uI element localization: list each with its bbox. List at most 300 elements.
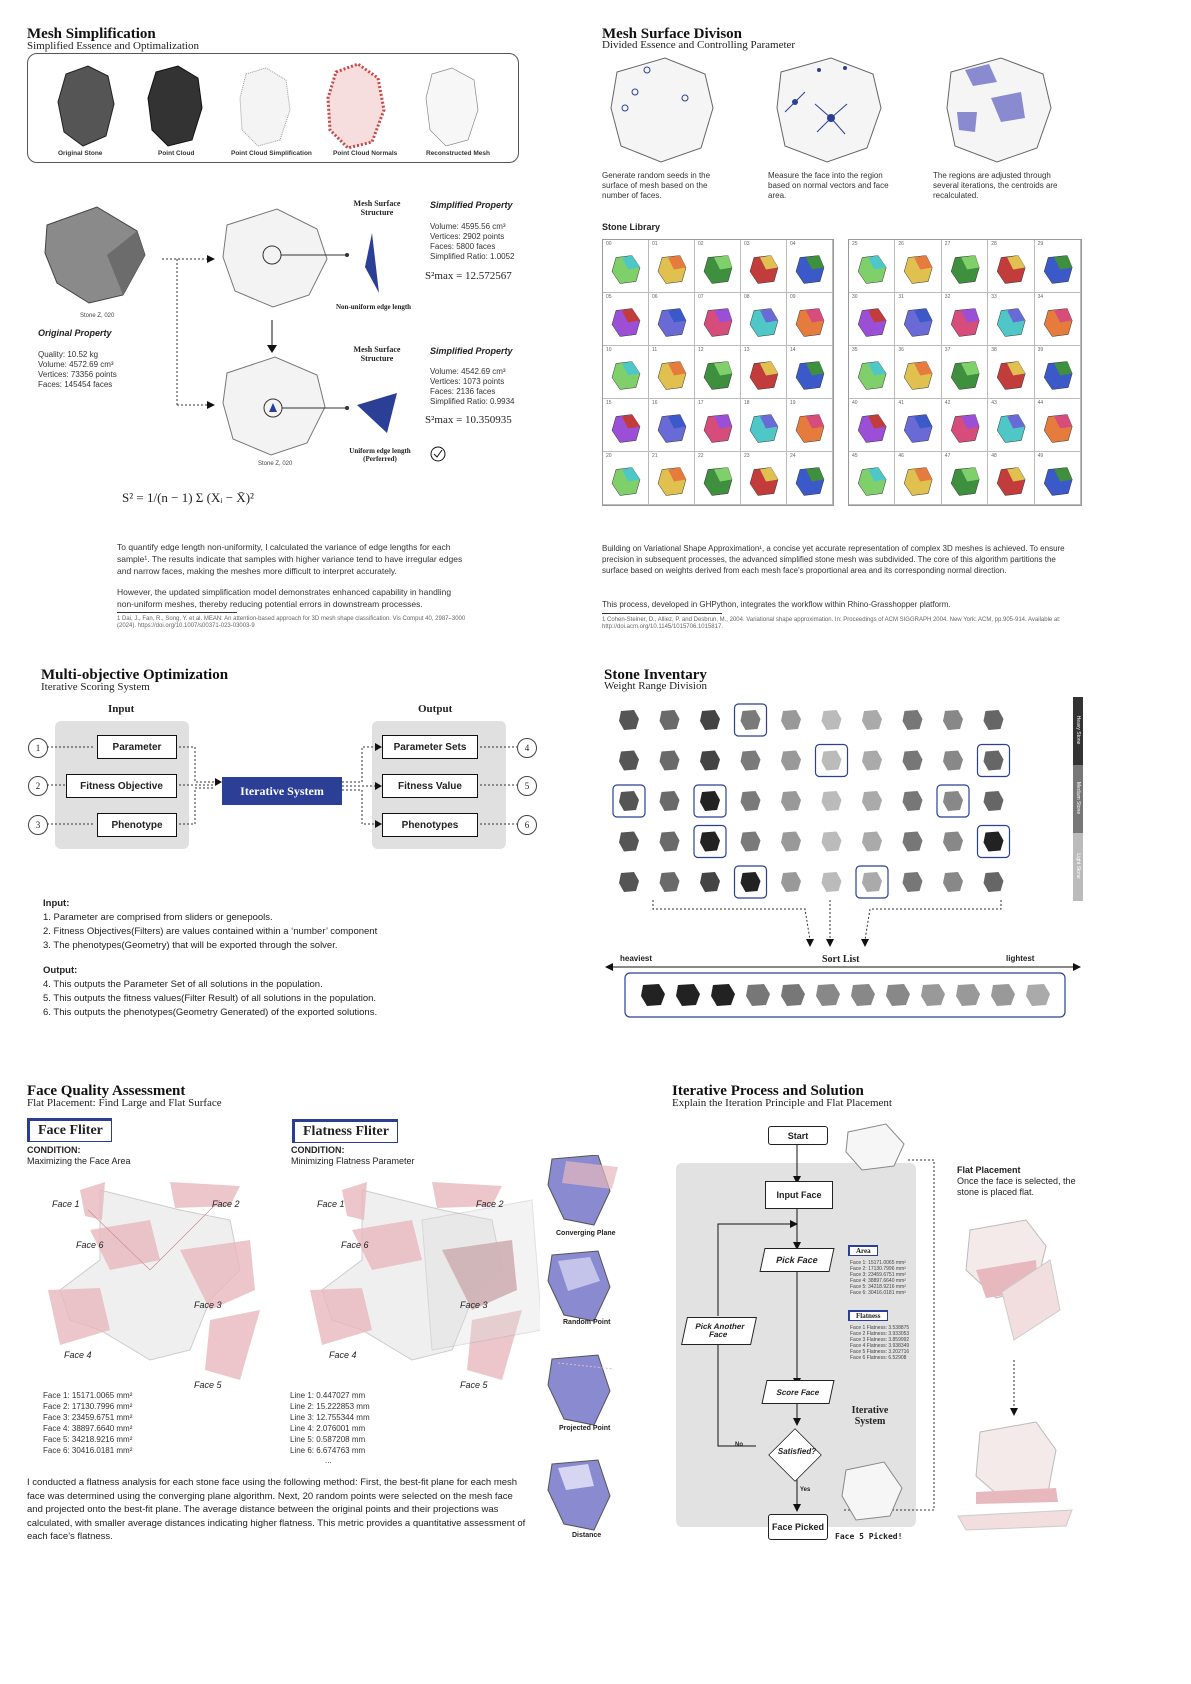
stone-id-label: 11 [652,347,658,353]
prop1-ratio: Simplified Ratio: 1.0052 [430,252,515,261]
simplified-heading-1: Simplified Property [430,200,513,210]
inventory-stone [943,791,963,811]
area-tag: Area [848,1245,878,1256]
flat-line-1: Face 1 Flatness: 3.538875 [850,1325,910,1331]
stone-library-cell [649,293,695,346]
sorted-stone [991,984,1015,1006]
stone-id-label: 30 [852,294,858,300]
simplification-paragraph-1: To quantify edge length non-uniformity, I calculated the variance of edge lengths for each sample¹. The results indicate that samples with higher variance tend to have irregular edges and narrow faces, making the meshes more difficult to interpret accurately. [117,542,463,576]
stone-library-cell [1035,399,1081,452]
stone-id-label: 29 [1037,241,1044,247]
stone-inventory-subtitle: Weight Range Division [604,680,707,692]
stone-id-label: 23 [744,453,750,459]
stone-id-label: 18 [744,400,750,406]
inventory-stone [943,710,963,730]
stone-library-cell [942,346,988,399]
inventory-stone [741,791,761,811]
prop2-ratio: Simplified Ratio: 0.9934 [430,397,515,406]
prop2-edge: Uniform edge length (Perferred) [349,447,411,463]
picked-stone [842,1462,902,1520]
inventory-stone [822,872,842,892]
inventory-stone [700,710,720,730]
stone-thumbnail [1035,399,1079,450]
stone-id-label: 12 [698,347,704,353]
stone-id-label: 03 [744,241,750,247]
stone-thumbnail [741,346,785,397]
original-faces: Faces: 145454 faces [38,380,113,389]
stone-id-label: 49 [1037,453,1044,459]
sorted-stone [641,984,665,1006]
inventory-stone [984,832,1004,852]
step-3-marker: 3 [28,815,48,835]
inventory-stone [862,751,882,771]
stone-library-cell [787,240,833,293]
stone-thumbnail [942,452,986,503]
area-face-3: Face 3: 23459.6751 mm² [43,1413,133,1422]
axis-arrow-left [605,963,613,971]
stone-id-label: 27 [944,241,951,247]
inventory-stone [862,872,882,892]
stone-library-cell [1035,240,1081,293]
stone-library-label: Stone Library [602,222,661,232]
stone-library-cell [895,452,941,505]
inventory-stone [660,751,680,771]
step-converging-plane: Converging Plane [556,1230,616,1237]
stone-thumbnail [603,399,647,450]
stone-id-label: 47 [944,453,951,459]
uniform-triangle [357,393,397,433]
score-face-box: Score Face [761,1380,834,1404]
sort-arrow [806,939,814,947]
division-caption-1: Generate random seeds in the surface of mesh based on the number of faces. [602,171,711,200]
prop1-vertices: Vertices: 2902 points [430,232,505,241]
sort-arrow [826,939,834,947]
stone-thumbnail [942,346,986,397]
line-6-value: Line 6: 6.674763 mm [290,1446,366,1455]
stone-thumbnail [1035,240,1079,291]
prop1-faces: Faces: 5800 faces [430,242,496,251]
step-reconstructed-mesh: Reconstructed Mesh [426,150,490,157]
face-diagrams [40,1180,540,1395]
stone-library-cell [649,346,695,399]
inventory-stone [660,791,680,811]
face-5-label-right: Face 5 [460,1380,488,1390]
stone-id-label: 41 [898,400,904,406]
stone-library-cell [741,399,787,452]
point-cloud-image [148,66,202,146]
stone-thumbnail [603,240,647,291]
step-cloud-normals: Point Cloud Normals [333,150,398,157]
inventory-stone [660,872,680,892]
input-heading: Input: [43,898,70,909]
sort-connector [865,900,1001,940]
stone-thumbnail [942,399,986,450]
division-stages [605,52,1085,167]
original-volume: Volume: 4572.69 cm³ [38,360,114,369]
stone-library-cell [849,293,895,346]
stone-id-label: 09 [790,294,796,300]
stone-library-cell [741,293,787,346]
phenotypes-box: Phenotypes [382,813,478,837]
step-original-stone: Original Stone [58,150,103,157]
satisfied-label: Satisfied? [777,1447,817,1456]
prop1-smax: S²max = 12.572567 [425,270,512,282]
step-random-point: Random Point [563,1319,611,1326]
face-quality-title: Face Quality Assessment [27,1083,186,1099]
yes-label: Yes [800,1487,811,1493]
simplified-heading-2: Simplified Property [430,346,513,356]
stone-library-cell [649,240,695,293]
step-2-marker: 2 [28,776,48,796]
prop1-volume: Volume: 4595.56 cm³ [430,222,506,231]
stone-library-cell [988,346,1034,399]
inventory-stone [903,751,923,771]
structure-label-2: Mesh Surface Structure [353,345,401,363]
stone-thumbnail [787,399,831,450]
stone-id-label: 33 [991,294,997,300]
stone-thumbnail [741,240,785,291]
pick-face-box: Pick Face [759,1248,834,1272]
line-1-value: Line 1: 0.447027 mm [290,1391,366,1400]
area-line-1: Face 1: 15171.0065 mm² [850,1260,906,1266]
lightest-label: lightest [1006,954,1035,963]
stone-id-label: 02 [698,241,704,247]
normals-cloud-image [328,64,384,148]
step-point-cloud: Point Cloud [158,150,195,157]
start-stone [846,1124,904,1170]
stone-thumbnail [649,240,693,291]
heavy-label: Heavy Stone [1075,715,1081,745]
inventory-grid [605,695,1085,1025]
sorted-stone [1026,984,1050,1006]
prop2-vertices: Vertices: 1073 points [430,377,505,386]
stone-id-label: 46 [898,453,904,459]
stone-thumbnail [649,346,693,397]
pick-another-face-box: Pick Another Face [681,1317,757,1345]
stone-thumbnail [849,346,893,397]
face-3-label-right: Face 3 [460,1300,488,1310]
inventory-stone [984,872,1004,892]
mesh-division-title: Mesh Surface Divison [602,26,742,42]
inventory-stone [741,710,761,730]
output-line-4: 4. This outputs the Parameter Set of all solutions in the population. [43,979,323,990]
no-label: No [735,1442,743,1448]
step-5-marker: 5 [517,776,537,796]
step-1-marker: 1 [28,738,48,758]
stone-thumbnail [603,293,647,344]
input-line-1: 1. Parameter are comprised from sliders or genepools. [43,912,273,923]
fitness-objective-box: Fitness Objective [66,774,177,798]
stone-library-cell [787,293,833,346]
parameter-sets-box: Parameter Sets [382,735,478,759]
stone-id-label: 48 [991,453,997,459]
stone-id-label: 17 [698,400,704,406]
stone-library-cell [787,346,833,399]
structure-label-1: Mesh Surface Structure [353,199,401,217]
inventory-stone [984,751,1004,771]
inventory-stone [862,832,882,852]
line-3-value: Line 3: 12.755344 mm [290,1413,370,1422]
phenotype-box: Phenotype [97,813,177,837]
flat-line-3: Face 3 Flatness: 3.859992 [850,1337,910,1343]
face-4-label-right: Face 4 [329,1350,357,1360]
stone-thumbnail [787,452,831,503]
inventory-stone [943,872,963,892]
area-face-1: Face 1: 15171.0065 mm² [43,1391,133,1400]
stone-library-cell [741,346,787,399]
simplification-paragraph-2: However, the updated simplification model demonstrates enhanced capability in handling non-uniform meshes, thereby reducing potential errors in downstream processes. [117,587,452,609]
sorted-stone [886,984,910,1006]
stone-thumbnail [741,399,785,450]
iterative-process-title: Iterative Process and Solution [672,1083,864,1099]
stone-thumbnail [695,293,739,344]
stone-library-grid-left [602,239,834,506]
stone-thumbnail [895,399,939,450]
input-label: Input [108,703,135,715]
line-4-value: Line 4: 2.076001 mm [290,1424,366,1433]
stone-id-label: 04 [790,241,796,247]
stone-thumbnail [695,346,739,397]
stone-thumbnail [895,240,939,291]
stone-library-cell [649,452,695,505]
division-caption-2: Measure the face into the region based on normal vectors and face area. [768,171,889,200]
face-3-label-left: Face 3 [194,1300,222,1310]
stone-id-label: 08 [744,294,750,300]
stone-library-cell [895,293,941,346]
stone-library-cell [942,452,988,505]
stone-thumbnail [988,399,1032,450]
flat-line-2: Face 2 Flatness: 3.933053 [850,1331,910,1337]
stone-id-label: 42 [944,400,951,406]
inventory-stone [984,791,1004,811]
simplification-footnote: 1 Dai, J., Fan, R., Song, Y. et al. MEAN: An attention-based approach for 3D mesh shape classification. Vis Comput 40, 2987–3000 (2024). https://doi.org/10.1007/s00371-023-03003-9 [117,616,466,629]
face-filter-condition-head: CONDITION: [27,1145,81,1155]
flat-line-5: Face 5 Flatness: 3.202716 [850,1349,910,1355]
stone-id-label: 06 [652,294,658,300]
inventory-stone [943,832,963,852]
area-face-2: Face 2: 17130.7996 mm² [43,1402,133,1411]
flatness-paragraph: I conducted a flatness analysis for each stone face using the following method: First, the best-fit plane for each mesh face was determined using the converging plane algorithm. Next, 20 random points were selected on the mesh face and projected onto the best-fit plane. The average distance between the original points and their projections was calculated, with smaller average distances indicating higher flatness. This metric provides a quantitative assessment of each face's flatness. [27,1477,526,1542]
sorted-stone [746,984,770,1006]
sorted-stone [711,984,735,1006]
area-face-6: Face 6: 30416.0181 mm² [43,1446,133,1455]
stone-thumbnail [849,399,893,450]
area-face-5: Face 5: 34218.9216 mm² [43,1435,133,1444]
area-face-4: Face 4: 38897.6640 mm² [43,1424,133,1433]
output-line-5: 5. This outputs the fitness values(Filter Result) of all solutions in the population. [43,993,377,1004]
input-face-box: Input Face [765,1181,833,1209]
parameter-box: Parameter [97,735,177,759]
inventory-stone [619,791,639,811]
division-footnote-rule [602,613,722,614]
inventory-stone [903,791,923,811]
stone-thumbnail [1035,346,1079,397]
inventory-stone [619,872,639,892]
pipeline-panel [27,53,519,163]
stone-library-cell [942,240,988,293]
stone-id-label: 10 [606,347,612,353]
stone-id-label: 31 [898,294,904,300]
stone-library-cell [603,240,649,293]
stone-id-label: 01 [652,241,658,247]
stone-library-cell [942,293,988,346]
face-2-label-left: Face 2 [212,1199,240,1209]
inventory-stone [781,751,801,771]
stone-id-label: 20 [606,453,612,459]
stone-thumbnail [603,346,647,397]
light-label: Light Stone [1075,853,1081,879]
stone-thumbnail [895,293,939,344]
area-line-6: Face 6: 30416.0181 mm² [850,1290,906,1296]
stone-library-cell [741,240,787,293]
inventory-stone [619,710,639,730]
stone-id-label: 00 [606,241,612,247]
stone-thumbnail [603,452,647,503]
stone-library-cell [787,399,833,452]
flatness-filter-condition-head: CONDITION: [291,1145,345,1155]
sort-arrow [861,939,869,947]
mesh-simplification-title: Mesh Simplification [27,26,156,42]
stone-library-cell [988,399,1034,452]
sorted-stone [676,984,700,1006]
stone-library-cell [1035,346,1081,399]
footnote-rule [117,612,237,613]
pipeline-stones [28,54,518,162]
output-heading: Output: [43,965,78,976]
stone-thumbnail [942,240,986,291]
stone-library-cell [849,346,895,399]
reconstructed-mesh-image [426,68,478,146]
heaviest-label: heaviest [620,954,653,963]
area-line-3: Face 3: 23459.6751 mm² [850,1272,906,1278]
stone-id-label: 15 [606,400,612,406]
division-paragraph-1: Building on Variational Shape Approximation¹, a concise yet accurate representation of complex 3D meshes is achieved. To ensure precision in subsequent processes, the advanced simplified stone mesh was subdivided. The core of this algorithm partitions the surface based on weights derived from each mesh face's proportional area and its corresponding normal direction. [602,544,1065,575]
fitness-value-box: Fitness Value [382,774,478,798]
inventory-stone [619,832,639,852]
prop2-volume: Volume: 4542.69 cm³ [430,367,506,376]
inventory-stone [822,832,842,852]
sorted-stone [781,984,805,1006]
stone-library-cell [988,240,1034,293]
input-line-3: 3. The phenotypes(Geometry) that will be exported through the solver. [43,940,338,951]
face-6-label-left: Face 6 [76,1240,104,1250]
stone-library-cell [695,346,741,399]
sorted-stone [921,984,945,1006]
stone-thumbnail [649,293,693,344]
line-2-value: Line 2: 15.222853 mm [290,1402,370,1411]
stone-id-label: 43 [991,400,997,406]
stone-library-cell [741,452,787,505]
stone-id-label: 16 [652,400,658,406]
stone-library-cell [849,240,895,293]
stone-library-cell [603,399,649,452]
inventory-stone [903,710,923,730]
stone-library-cell [787,452,833,505]
stone-thumbnail [895,346,939,397]
non-uniform-triangle [365,233,379,293]
face-quality-subtitle: Flat Placement: Find Large and Flat Surface [27,1097,222,1109]
face-filter-condition: Maximizing the Face Area [27,1156,131,1166]
inventory-stone [781,832,801,852]
stone-library-cell [603,452,649,505]
face-1-label-right: Face 1 [317,1199,345,1209]
stone-id-label: 34 [1037,294,1044,300]
face-2-label-right: Face 2 [476,1199,504,1209]
mesh-simplification-subtitle: Simplified Essence and Optimalization [27,40,199,52]
stone-id-label: 35 [852,347,858,353]
inventory-stone [700,872,720,892]
simplified-cloud-image [240,68,290,146]
seed-stone [611,58,713,162]
stone-id-label: 28 [991,241,997,247]
stone-id-label: 19 [790,400,796,406]
flat-placement-heading: Flat Placement [957,1165,1021,1175]
start-box: Start [768,1126,828,1145]
stone-thumbnail [849,293,893,344]
stone-label-bottom: Stone Z, 020 [258,461,293,467]
output-label: Output [418,703,453,715]
stone-id-label: 45 [852,453,858,459]
face-picked-box: Face Picked [768,1514,828,1540]
stone-thumbnail [695,452,739,503]
inventory-stone [822,751,842,771]
stone-id-label: 36 [898,347,904,353]
input-line-2: 2. Fitness Objectives(Filters) are values contained within a ‘number’ component [43,926,378,937]
stone-library-cell [895,346,941,399]
area-line-5: Face 5: 34218.9216 mm² [850,1284,906,1290]
multi-objective-subtitle: Iterative Scoring System [41,681,150,693]
inventory-stone [903,872,923,892]
stone-id-label: 24 [790,453,796,459]
step-cloud-simplification: Point Cloud Simplification [231,150,312,157]
prop2-smax: S²max = 10.350935 [425,414,512,426]
sort-list-label: Sort List [822,954,860,965]
inventory-stone [781,710,801,730]
stone-id-label: 38 [991,347,997,353]
division-paragraph-2: This process, developed in GHPython, integrates the workflow within Rhino-Grasshopper platform. [602,600,951,609]
step-distance: Distance [572,1532,602,1539]
flat-line-4: Face 4 Flatness: 3.938349 [850,1343,910,1349]
stone-id-label: 07 [698,294,704,300]
face-6-label-right: Face 6 [341,1240,369,1250]
inventory-stone [660,832,680,852]
stone-library-cell [649,399,695,452]
inventory-stone [741,832,761,852]
medium-label: Medium Stone [1075,781,1081,815]
stone-id-label: 05 [606,294,612,300]
iterative-system-box: Iterative System [222,777,342,805]
inventory-stone [741,872,761,892]
division-footnote: 1 Cohen-Steiner, D., Alliez, P. and Desbrun, M., 2004. Variational shape approximation. In: Proceedings of ACM SIGGRAPH 2004. New York: ACM, pp.905-914. Available at: http://doi.acm.org/10.1145/1015706.1015817. [602,617,1061,630]
iterative-system-label: Iterative System [851,1405,889,1427]
area-line-2: Face 2: 17130.7996 mm² [850,1266,906,1272]
stone-library-cell [942,399,988,452]
stone-library-cell [849,399,895,452]
step-projected-point: Projected Point [559,1425,611,1432]
step-4-marker: 4 [517,738,537,758]
stone-library-cell [695,240,741,293]
stone-thumbnail [787,346,831,397]
inventory-stone [862,710,882,730]
stone-thumbnail [695,240,739,291]
stone-label-top: Stone Z, 020 [80,313,115,319]
flat-placement-text: Once the face is selected, the stone is placed flat. [957,1176,1076,1197]
inventory-stone [619,751,639,771]
stone-library-cell [603,346,649,399]
area-line-4: Face 4: 38897.6640 mm² [850,1278,906,1284]
stone-thumbnail [895,452,939,503]
stone-id-label: 22 [698,453,704,459]
